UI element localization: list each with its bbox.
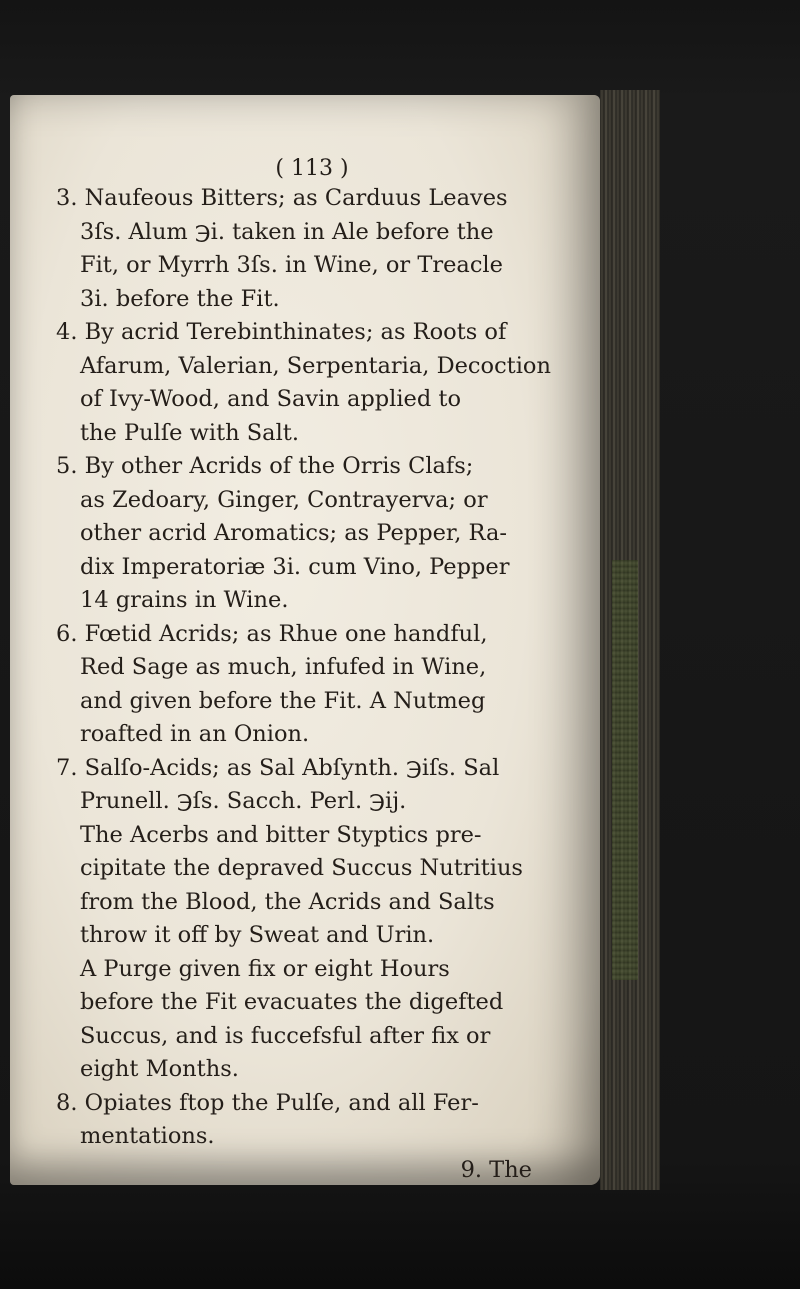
text-line: 8. Opiates ftop the Pulſe, and all Fer-	[56, 1089, 479, 1116]
text-line: 3. Naufeous Bitters; as Carduus Leaves	[56, 185, 508, 211]
text-line: before the Fit evacuates the digefted	[80, 989, 504, 1015]
text-line: Afarum, Valerian, Serpentaria, Decoction	[80, 352, 551, 379]
catchword: 9. The	[460, 1156, 532, 1183]
text-line: 3ſs. Alum ℈i. taken in Ale before the	[80, 218, 494, 245]
text-line: 7. Salſo-Acids; as Sal Abſynth. ℈iſs. Sal	[56, 754, 500, 781]
text-line: 4. By acrid Terebinthinates; as Roots of	[56, 319, 507, 345]
text-line: Succus, and is fuccefsful after fix or	[80, 1022, 491, 1049]
text-line: A Purge given fix or eight Hours	[80, 955, 450, 982]
page-edge-tint	[612, 560, 638, 980]
text-line: and given before the Fit. A Nutmeg	[80, 687, 486, 714]
text-line: The Acerbs and bitter Styptics pre-	[80, 821, 482, 848]
text-line: the Pulſe with Salt.	[80, 419, 299, 446]
text-line: Fit, or Myrrh 3ſs. in Wine, or Treacle	[80, 252, 503, 278]
text-line: mentations.	[80, 1123, 215, 1149]
text-line: as Zedoary, Ginger, Contrayerva; or	[80, 486, 488, 513]
page-text	[52, 152, 572, 1187]
text-line: 3i. before the Fit.	[80, 285, 280, 312]
page-number: ( 113 )	[275, 156, 349, 181]
text-line: other acrid Aromatics; as Pepper, Ra-	[80, 520, 507, 546]
text-line: eight Months.	[80, 1056, 239, 1082]
text-line: Prunell. ℈ſs. Sacch. Perl. ℈ij.	[80, 788, 407, 814]
text-line: throw it off by Sweat and Urin.	[80, 922, 435, 948]
text-line: cipitate the depraved Succus Nutritius	[80, 855, 523, 881]
text-line: 6. Fœtid Acrids; as Rhue one handful,	[56, 620, 488, 647]
text-line: 5. By other Acrids of the Orris Clafs;	[56, 453, 474, 479]
text-line: roafted in an Onion.	[80, 721, 310, 747]
text-line: dix Imperatoriæ 3i. cum Vino, Pepper	[80, 553, 510, 580]
text-line: 14 grains in Wine.	[80, 587, 289, 613]
text-line: from the Blood, the Acrids and Salts	[80, 888, 495, 915]
text-line: of Ivy-Wood, and Savin applied to	[80, 386, 462, 412]
text-line: Red Sage as much, infufed in Wine,	[80, 654, 487, 680]
